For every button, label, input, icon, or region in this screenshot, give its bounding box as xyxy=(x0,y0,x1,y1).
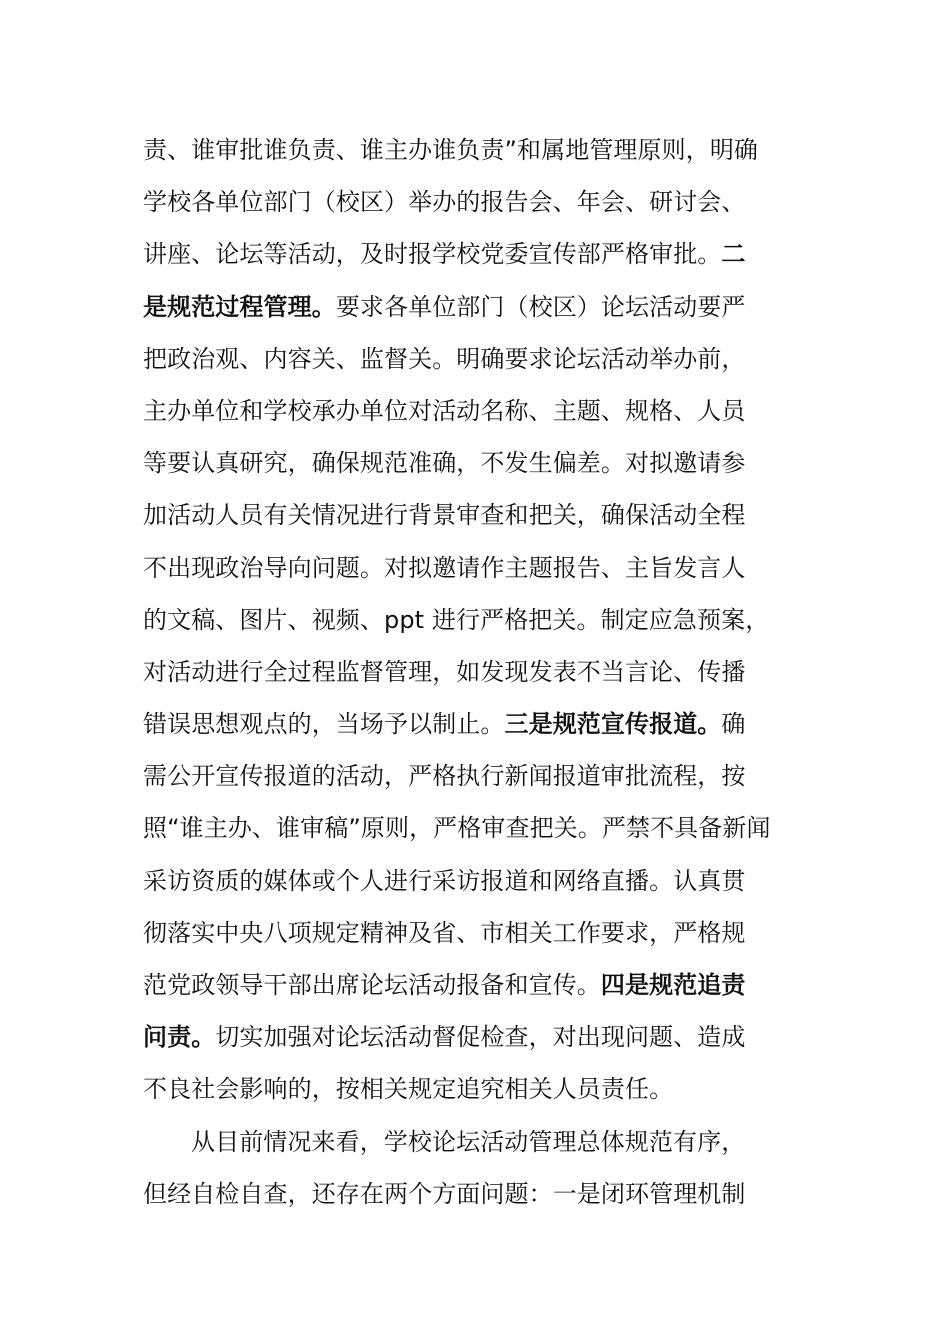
text-line xyxy=(143,646,813,698)
text-line xyxy=(143,437,813,489)
text-run: 从目前情况来看，学校论坛活动管理总体规范有序， xyxy=(191,1127,746,1156)
body-text xyxy=(143,124,813,1220)
text-line xyxy=(143,385,813,437)
text-line xyxy=(143,1011,813,1063)
text-line xyxy=(143,542,813,594)
text-line xyxy=(143,281,813,333)
text-run: 要求各单位部门（校区）论坛活动要严 xyxy=(335,292,746,321)
bold-text-run: 三是规范宣传报道。 xyxy=(504,710,722,739)
text-run: 学校各单位部门（校区）举办的报告会、年会、研讨会、 xyxy=(143,188,746,217)
text-line xyxy=(143,1116,813,1168)
text-line xyxy=(143,124,813,176)
text-line xyxy=(143,855,813,907)
text-run: 采访资质的媒体或个人进行采访报道和网络直播。认真贯 xyxy=(143,866,746,895)
bold-text-run: 是规范过程管理。 xyxy=(143,292,336,321)
text-line xyxy=(143,907,813,959)
bold-text-run: 四是规范追责 xyxy=(600,971,746,999)
text-run: 范党政领导干部出席论坛活动报备和宣传。 xyxy=(143,971,601,999)
text-run: 需公开宣传报道的活动，严格执行新闻报道审批流程，按 xyxy=(143,762,746,791)
text-run: 确 xyxy=(721,710,746,739)
text-run: 错误思想观点的，当场予以制止。 xyxy=(143,710,505,739)
text-run: 但经自检自查，还存在两个方面问题：一是闭环管理机制 xyxy=(143,1179,746,1208)
text-line xyxy=(143,959,813,1011)
text-run: 责、谁审批谁负责、谁主办谁负责”和属地管理原则，明确 xyxy=(143,136,759,164)
text-line xyxy=(143,802,813,854)
text-line xyxy=(143,228,813,280)
text-line xyxy=(143,750,813,802)
text-line xyxy=(143,489,813,541)
text-run: 不出现政治导向问题。对拟邀请作主题报告、主旨发言人 xyxy=(143,553,746,582)
text-line xyxy=(143,1063,813,1115)
bold-text-run: 二 xyxy=(721,240,746,269)
text-run: 对活动进行全过程监督管理，如发现发表不当言论、传播 xyxy=(143,657,746,686)
text-run: 讲座、论坛等活动，及时报学校党委宣传部严格审批。 xyxy=(143,240,722,269)
text-run: 把政治观、内容关、监督关。明确要求论坛活动举办前， xyxy=(143,344,746,373)
text-line xyxy=(143,594,813,646)
text-run: 切实加强对论坛活动督促检查，对出现问题、造成 xyxy=(215,1023,746,1052)
text-run: 等要认真研究，确保规范准确，不发生偏差。对拟邀请参 xyxy=(143,449,746,478)
text-run: 照“谁主办、谁审稿”原则，严格审查把关。严禁不具备新闻 xyxy=(143,814,771,843)
text-line xyxy=(143,698,813,750)
text-run: 主办单位和学校承办单位对活动名称、主题、规格、人员 xyxy=(143,396,746,425)
text-run: 彻落实中央八项规定精神及省、市相关工作要求，严格规 xyxy=(143,918,746,947)
text-line xyxy=(143,333,813,385)
text-run: 不良社会影响的，按相关规定追究相关人员责任。 xyxy=(143,1075,674,1104)
text-line xyxy=(143,1168,813,1220)
bold-text-run: 问责。 xyxy=(143,1023,216,1052)
text-run: 加活动人员有关情况进行背景审查和把关，确保活动全程 xyxy=(143,501,746,530)
text-run: 的文稿、图片、视频、ppt 进行严格把关。制定应急预案， xyxy=(143,605,770,634)
text-line xyxy=(143,176,813,228)
